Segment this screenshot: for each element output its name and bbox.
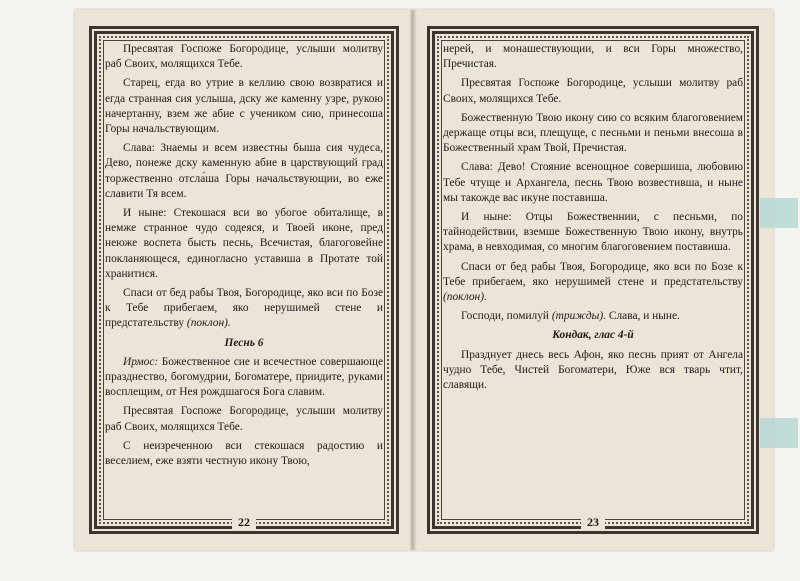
book-spine [409,10,417,550]
bookmark-tab [760,198,798,228]
right-page-text [443,42,743,516]
rubric-note: (поклон). [186,317,231,330]
irmos-label: Ирмос: [123,355,159,368]
paragraph: Старец, егда во утрие в келлию свою возвратися и егда странная сия услыша, дску же каменну узре, рукою начертанну, взем же абие с учеником сию, принесоша Горы начальствующим. [105,77,383,136]
paragraph [105,355,383,401]
paragraph: Слава: Знаемы и всем известны быша сия чудеса, Дево, понеже дску каменную абие в царствующий град торжественно отсла́ша Горы начальствующии, во еже славити Тя всем. [105,142,383,200]
paragraph-text: Слава, и ныне. [608,310,680,323]
rubric-note: (поклон). [443,291,487,304]
section-heading: Кондак, глас 4-й [552,329,634,342]
paragraph: Пресвятая Госпоже Богородице, услыши молитву раб Своих, молящихся Тебе. [105,405,383,433]
bookmark-tab [760,418,798,448]
paragraph: Пресвятая Госпоже Богородице, услыши молитву раб Своих, молящихся Тебе. [443,77,743,105]
left-page-text [105,42,383,516]
paragraph: И ныне: Стекошася вси во убогое обиталище, в немже странное чудо содеяся, и Твоей иконе, пред неюже воспета бысть песнь, Всечистая, благоговейне покланяющеся, единогласно уставиша в Протате той хранитися. [105,207,383,280]
paragraph [105,286,383,332]
paragraph: нерей, и монашествующии, и вси Горы множество, Пречистая. [443,43,743,71]
irmos-text: Божественное сие и всечестное совершающе празднество, богомудрии, Богоматере, приидите, руками восплещим, от Нея рождшагося Бога славим. [105,355,383,399]
left-page [75,10,413,550]
paragraph [443,309,743,324]
right-page [413,10,773,550]
paragraph-text: Господи, помилуй [461,310,550,323]
paragraph: И ныне: Отцы Божественнии, с песньми, по тайнодействии, вземше Божественную Твою икону, внутрь храма, в невходимая, со многим благоговением поставиша. [443,211,743,254]
paragraph: Божественную Твою икону сию со всяким благоговением держаще отцы вси, плещуще, с песньми и пеньми внесоша в Божественный храм Твой, Пречистая. [443,111,743,155]
page-number: 22 [232,515,256,530]
paragraph: Празднует днесь весь Афон, яко песнь прият от Ангела чудно Тебе, Чистей Богоматери, Юже вся тварь чтит, славящи. [443,348,743,392]
paragraph [443,260,743,306]
paragraph-text: Спаси от бед рабы Твоя, Богородице, яко вси по Бозе к Тебе прибегаем, яко нерушимей стене и предстательству [105,287,383,330]
section-heading: Песнь 6 [224,336,264,349]
page-number: 23 [581,515,605,530]
rubric-note: (трижды). [551,310,607,323]
paragraph-text: Спаси от бед рабы Твоя, Богородице, яко вси по Бозе к Тебе прибегаем, яко нерушимей стене и предстательству [443,260,743,288]
paragraph: Слава: Дево! Стояние всенощное совершиша, любовию Тебе чтуще и Архангела, песнь Твою возвестивша, и ныне мы такожде вас икуне поставиша. [443,161,743,204]
paragraph: Пресвятая Госпоже Богородице, услыши молитву раб Своих, молящихся Тебе. [105,43,383,71]
paragraph: С неизреченною вси стекошася радостию и веселием, еже взяти честную икону Твою, [105,439,383,468]
